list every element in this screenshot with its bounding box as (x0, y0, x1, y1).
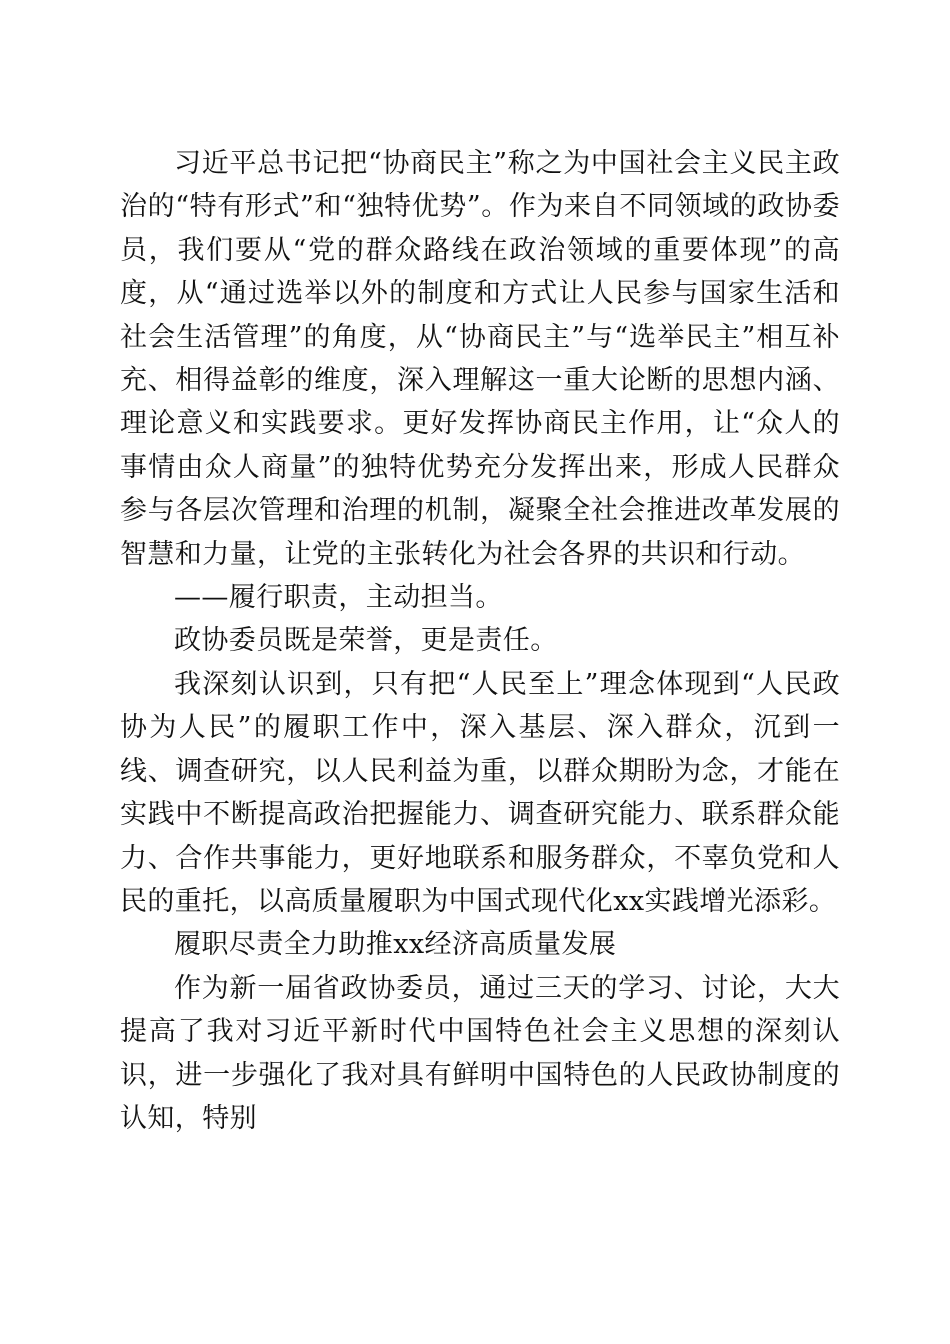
paragraph-heading-duty: ——履行职责，主动担当。 (174, 582, 503, 614)
paragraph-heading-economy: 履职尽责全力助推xx经济高质量发展 (174, 929, 617, 961)
paragraph-people-first: 我深刻认识到，只有把“人民至上”理念体现到“人民政协为人民”的履职工作中，深入基层、深入群众，沉到一线、调查研究，以人民利益为重，以群众期盼为念，才能在实践中不断提高政治把握能力、调查研究能力、联系群众能力、合作共事能力，更好地联系和服务群众，不辜负党和人民的重托，以高质量履职为中国式现代化xx实践增光添彩。 (120, 668, 840, 917)
paragraph-honor-responsibility: 政协委员既是荣誉，更是责任。 (174, 625, 558, 657)
paragraph-new-member: 作为新一届省政协委员，通过三天的学习、讨论，大大提高了我对习近平新时代中国特色社会主义思想的深刻认识，进一步强化了我对具有鲜明中国特色的人民政协制度的认知，特别 (120, 972, 840, 1134)
document-body (120, 142, 840, 1140)
paragraph-consultative-democracy: 习近平总书记把“协商民主”称之为中国社会主义民主政治的“特有形式”和“独特优势”。作为来自不同领域的政协委员，我们要从“党的群众路线在政治领域的重要体现”的高度，从“通过选举以外的制度和方式让人民参与国家生活和社会生活管理”的角度，从“协商民主”与“选举民主”相互补充、相得益彰的维度，深入理解这一重大论断的思想内涵、理论意义和实践要求。更好发挥协商民主作用，让“众人的事情由众人商量”的独特优势充分发挥出来，形成人民群众参与各层次管理和治理的机制，凝聚全社会推进改革发展的智慧和力量，让党的主张转化为社会各界的共识和行动。 (120, 148, 840, 570)
